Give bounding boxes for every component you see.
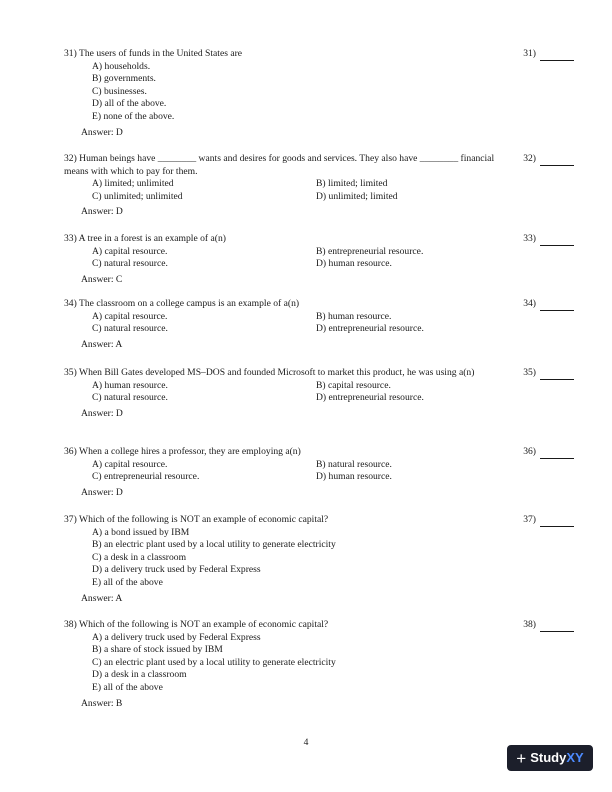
question-33 — [64, 233, 576, 286]
blank-line — [540, 234, 574, 246]
answer-blank — [518, 446, 576, 459]
answer-blank — [518, 619, 576, 632]
question-number: 34) — [523, 298, 536, 309]
brand-name — [530, 749, 584, 765]
option: B) capital resource. — [316, 379, 391, 391]
option: C) natural resource. — [92, 323, 168, 335]
options-list — [92, 61, 576, 124]
answer-blank — [518, 153, 576, 166]
option: B) limited; limited — [316, 178, 388, 190]
option: A) households. — [92, 60, 151, 72]
answer-key: Answer: C — [81, 273, 123, 285]
blank-line — [540, 299, 574, 311]
question-text: 32) Human beings have ________ wants and desires for goods and services. They also have ________ financial means with which to pay for them. — [64, 153, 495, 177]
question-34 — [64, 298, 576, 351]
option: A) capital resource. — [92, 245, 168, 257]
option: C) a desk in a classroom — [92, 551, 187, 563]
question-number: 35) — [523, 367, 536, 378]
studyxy-badge[interactable] — [507, 745, 593, 771]
option: D) human resource. — [316, 471, 392, 483]
options-list — [92, 178, 576, 203]
option: C) an electric plant used by a local utility to generate electricity — [92, 656, 336, 668]
option: D) human resource. — [316, 258, 392, 270]
option: D) entrepreneurial resource. — [316, 323, 424, 335]
question-text: 34) The classroom on a college campus is an example of a(n) — [64, 298, 300, 309]
answer-key: Answer: A — [81, 592, 123, 604]
option: D) unlimited; limited — [316, 190, 398, 202]
question-number: 37) — [523, 514, 536, 525]
option: B) governments. — [92, 73, 156, 85]
question-text: 38) Which of the following is NOT an example of economic capital? — [64, 619, 329, 630]
answer-key: Answer: D — [81, 126, 123, 138]
option: A) limited; unlimited — [92, 178, 174, 190]
option: E) all of the above — [92, 681, 163, 693]
options-list — [92, 632, 576, 695]
options-list — [92, 246, 576, 271]
option: C) businesses. — [92, 85, 147, 97]
option: D) a desk in a classroom — [92, 669, 187, 681]
option: C) natural resource. — [92, 392, 168, 404]
blank-line — [540, 447, 574, 459]
option: A) a bond issued by IBM — [92, 526, 190, 538]
blank-line — [540, 620, 574, 632]
option: A) capital resource. — [92, 310, 168, 322]
question-32 — [64, 153, 576, 219]
answer-key: Answer: B — [81, 697, 123, 709]
brand-text-accent: XY — [566, 749, 584, 765]
options-list — [92, 311, 576, 336]
answer-key: Answer: A — [81, 338, 123, 350]
option: C) entrepreneurial resource. — [92, 471, 200, 483]
option: E) none of the above. — [92, 110, 175, 122]
option: B) a share of stock issued by IBM — [92, 644, 223, 656]
options-list — [92, 459, 576, 484]
question-37 — [64, 514, 576, 605]
question-text: 33) A tree in a forest is an example of a(n) — [64, 233, 226, 244]
question-38 — [64, 619, 576, 710]
option: B) an electric plant used by a local utility to generate electricity — [92, 539, 336, 551]
question-text: 36) When a college hires a professor, they are employing a(n) — [64, 446, 301, 457]
option: C) natural resource. — [92, 258, 168, 270]
answer-key: Answer: D — [81, 486, 123, 498]
option: C) unlimited; unlimited — [92, 190, 183, 202]
question-31 — [64, 48, 576, 139]
option: B) human resource. — [316, 310, 392, 322]
option: B) natural resource. — [316, 458, 392, 470]
option: E) all of the above — [92, 576, 163, 588]
question-36 — [64, 446, 576, 499]
question-text: 37) Which of the following is NOT an example of economic capital? — [64, 514, 329, 525]
brand-text: Study — [530, 749, 567, 765]
blank-line — [540, 49, 574, 61]
answer-key: Answer: D — [81, 407, 123, 419]
option: D) all of the above. — [92, 98, 167, 110]
answer-blank — [518, 514, 576, 527]
options-list — [92, 380, 576, 405]
answer-blank — [518, 233, 576, 246]
blank-line — [540, 154, 574, 166]
page-number: 4 — [303, 737, 309, 748]
option: B) entrepreneurial resource. — [316, 245, 424, 257]
question-number: 33) — [523, 233, 536, 244]
option: A) capital resource. — [92, 458, 168, 470]
question-text: 31) The users of funds in the United States are — [64, 48, 243, 59]
answer-blank — [518, 48, 576, 61]
blank-line — [540, 515, 574, 527]
question-number: 32) — [523, 153, 536, 164]
question-number: 31) — [523, 48, 536, 59]
blank-line — [540, 368, 574, 380]
option: A) a delivery truck used by Federal Express — [92, 631, 261, 643]
answer-key: Answer: D — [81, 206, 123, 218]
question-number: 38) — [523, 619, 536, 630]
option: A) human resource. — [92, 379, 168, 391]
question-35 — [64, 367, 576, 420]
option: D) a delivery truck used by Federal Express — [92, 564, 261, 576]
answer-blank — [518, 367, 576, 380]
plus-icon: + — [516, 748, 527, 768]
question-number: 36) — [523, 446, 536, 457]
question-text: 35) When Bill Gates developed MS–DOS and founded Microsoft to market this product, he was using a(n) — [64, 367, 475, 378]
answer-blank — [518, 298, 576, 311]
option: D) entrepreneurial resource. — [316, 392, 424, 404]
options-list — [92, 527, 576, 590]
